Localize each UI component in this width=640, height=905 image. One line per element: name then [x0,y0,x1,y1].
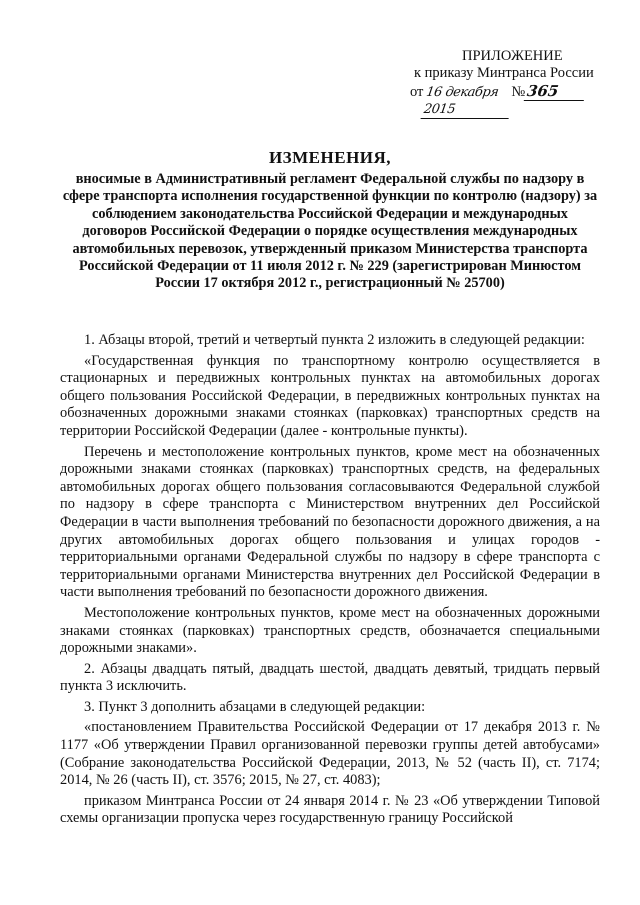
paragraph: «постановлением Правительства Российской Федерации от 17 декабря 2013 г. № 1177 «Об утверждении Правил организованной перевозки группы детей автобусами» (Собрание законодательства Российской Федерации, 2013, № 52 (часть II), ст. 7174; 2014, № 26 (часть II), ст. 3576; 2015, № 27, ст. 4083); [60,719,600,789]
appendix-order-ref: к приказу Минтранса России [414,65,594,81]
handwritten-date: 16 декабря 2015 [421,84,514,119]
number-prefix: № [511,84,526,100]
paragraph: 3. Пункт 3 дополнить абзацами в следующей редакции: [84,698,426,715]
document-body [60,332,600,828]
paragraph: приказом Минтранса России от 24 января 2014 г. № 23 «Об утверждении Типовой схемы организации пропуска через государственную границу Российской [60,792,600,827]
document-subheading: вносимые в Административный регламент Федеральной службы по надзору в сфере транспорта исполнения государственной функции по контролю (надзору) за соблюдением законодательства Российской Федерации и международных договоров Российской Федерации о порядке осуществления международных автомобильных перевозок, утвержденный приказом Министерства транспорта Российской Федерации от 11 июля 2012 г. № 229 (зарегистрирован Минюстом России 17 октября 2012 г., регистрационный № 25700) [62,171,598,292]
date-prefix: от [410,84,424,100]
paragraph: Перечень и местоположение контрольных пунктов, кроме мест на обозначенных дорожными знаками стоянках (парковках) транспортных средств, на федеральных автомобильных дорогах общего пользования согласовываются Федеральной службой по надзору в сфере транспорта с Министерством внутренних дел Российской Федерации в части выполнения требований по безопасности дорожного движения, а на других автомобильных дорогах общего пользования и улицах городов - территориальными органами Федеральной службы по надзору в сфере транспорта с территориальными органами Министерства внутренних дел Российской Федерации в части выполнения требований по безопасности дорожного движения. [60,443,600,601]
document-title-block [60,148,600,293]
appendix-title: ПРИЛОЖЕНИЕ [462,48,563,64]
paragraph: 2. Абзацы двадцать пятый, двадцать шестой, двадцать девятый, тридцать первый пункта 3 исключить. [60,660,600,695]
handwritten-number: 365 [524,83,587,101]
document-heading: ИЗМЕНЕНИЯ, [268,148,392,167]
paragraph: «Государственная функция по транспортному контролю осуществляется в стационарных и передвижных контрольных пунктах на автомобильных дорогах общего пользования Российской Федерации, в передвижных контрольных пунктах на обозначенных дорожными знаками стоянках (парковках) транспортных средств на территории Российской Федерации (далее - контрольные пункты). [60,352,600,439]
appendix-header [410,48,610,119]
paragraph: Местоположение контрольных пунктов, кроме мест на обозначенных дорожными знаками стоянках (парковках) транспортных средств, обозначается специальными дорожными знаками». [60,604,600,657]
appendix-date-number [410,83,610,119]
paragraph: 1. Абзацы второй, третий и четвертый пункта 2 изложить в следующей редакции: [84,332,585,348]
